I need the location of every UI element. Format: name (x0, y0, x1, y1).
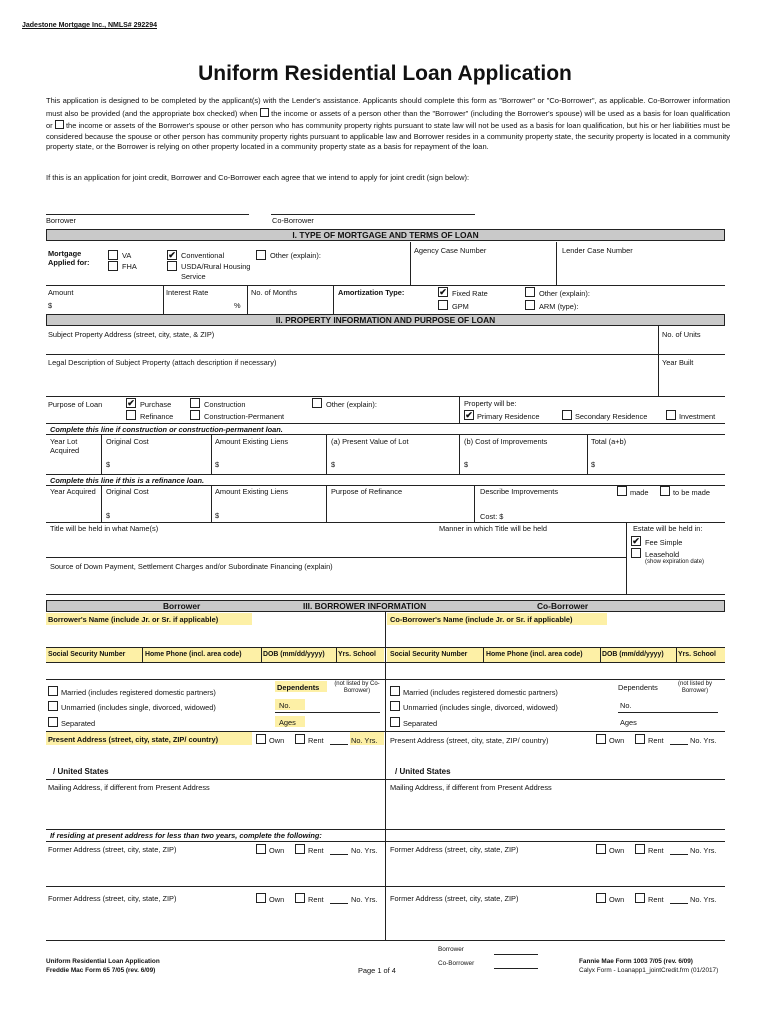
construction-label: Construction (204, 400, 246, 409)
refinance-checkbox[interactable] (126, 410, 136, 420)
leasehold-label: Leasehold (645, 550, 680, 559)
c-former2-rent-checkbox[interactable] (635, 893, 645, 903)
c-dep-ages-label: Ages (620, 718, 637, 727)
cost-improvements-dollar: $ (464, 460, 469, 469)
agency-case-label: Agency Case Number (414, 246, 487, 255)
b-former2-own-checkbox[interactable] (256, 893, 266, 903)
b-separated-checkbox[interactable] (48, 717, 58, 727)
property-will-be-label: Property will be: (464, 399, 517, 408)
intro-part-b: the income or assets of a person other than the "Borrower" (including the Borrower's spouse) will be used as a basis for loan qualification or (46, 108, 730, 131)
mortgage-other-checkbox[interactable] (256, 250, 266, 260)
to-be-made-label: to be made (673, 488, 710, 497)
constr-original-cost-label: Original Cost (106, 437, 149, 446)
section-3-co-borrower-title: Co-Borrower (537, 601, 589, 611)
year-acquired-label: Year Acquired (50, 487, 96, 496)
purpose-label: Purpose of Loan (48, 400, 103, 409)
intro-checkbox-a[interactable] (260, 108, 269, 117)
year-built-label: Year Built (662, 358, 694, 367)
c-married-checkbox[interactable] (390, 686, 400, 696)
b-present-address-label: Present Address (street, city, state, ZIP/ country) (48, 735, 219, 744)
b-married-checkbox[interactable] (48, 686, 58, 696)
total-dollar: $ (591, 460, 596, 469)
intro-part-c: the income or assets of the Borrower's spouse or other person who has community property rights pursuant to state law will not be used as a basis for loan qualification, but his or her liabilities must be considered because the spouse or other person has community property rights pursuant to applicable law and Borrower resides in a community property state, the security property is located in a community property state, or the Borrower is relying on other property located in a community property state as a basis for repayment of the loan. (46, 121, 730, 152)
footer-form-name: Uniform Residential Loan Application (46, 958, 160, 965)
intro-text (46, 96, 730, 153)
section-2-header: II. PROPERTY INFORMATION AND PURPOSE OF LOAN (46, 314, 725, 326)
c-former-address-1-label: Former Address (street, city, state, ZIP) (390, 845, 519, 854)
usda-label: USDA/Rural Housing Service (181, 262, 251, 281)
b-former-address-2-label: Former Address (street, city, state, ZIP) (48, 894, 177, 903)
b-unmarried-label: Unmarried (includes single, divorced, widowed) (61, 703, 216, 712)
b-former2-own-label: Own (269, 895, 285, 904)
va-checkbox[interactable] (108, 250, 118, 260)
investment-checkbox[interactable] (666, 410, 676, 420)
b-dob-label: DOB (mm/dd/yyyy) (263, 651, 325, 658)
cost-improvements-label: (b) Cost of Improvements (464, 437, 548, 446)
section-3-title: III. BORROWER INFORMATION (303, 601, 427, 611)
borrower-name-label: Borrower's Name (include Jr. or Sr. if applicable) (48, 615, 219, 624)
b-former1-rent-label: Rent (308, 846, 324, 855)
b-country: / United States (53, 767, 109, 776)
present-value-label: (a) Present Value of Lot (331, 437, 409, 446)
construction-perm-label: Construction-Permanent (204, 412, 285, 421)
c-present-address-label: Present Address (street, city, state, ZIP/ country) (390, 736, 549, 745)
primary-residence-checkbox[interactable]: ✔ (465, 410, 473, 420)
secondary-residence-label: Secondary Residence (575, 412, 648, 421)
b-dep-no-label: No. (279, 701, 291, 710)
constr-liens-dollar: $ (215, 460, 220, 469)
amount-label: Amount (48, 288, 74, 297)
conventional-label: Conventional (181, 251, 225, 260)
describe-improvements-label: Describe Improvements (480, 487, 559, 496)
mortgage-applied-label: Mortgage Applied for: (48, 249, 90, 267)
b-dependents-note: (not listed by Co-Borrower) (334, 681, 380, 694)
fha-label: FHA (122, 262, 137, 271)
va-label: VA (122, 251, 132, 260)
subject-address-label: Subject Property Address (street, city, state, & ZIP) (48, 330, 215, 339)
c-ssn-label: Social Security Number (390, 651, 468, 658)
section-1-header: I. TYPE OF MORTGAGE AND TERMS OF LOAN (46, 229, 725, 241)
secondary-residence-checkbox[interactable] (562, 410, 572, 420)
fha-checkbox[interactable] (108, 261, 118, 271)
c-former1-own-label: Own (609, 846, 625, 855)
b-rent-label: Rent (308, 736, 324, 745)
b-former2-rent-checkbox[interactable] (295, 893, 305, 903)
arm-label: ARM (type): (539, 302, 579, 311)
c-married-label: Married (includes registered domestic partners) (403, 688, 558, 697)
b-separated-label: Separated (61, 719, 96, 728)
leasehold-checkbox[interactable] (631, 548, 641, 558)
page-title: Uniform Residential Loan Application (198, 62, 572, 85)
b-mailing-label: Mailing Address, if different from Present Address (48, 783, 210, 792)
b-married-label: Married (includes registered domestic partners) (61, 688, 216, 697)
manner-title-label: Manner in which Title will be held (439, 524, 548, 533)
made-label: made (630, 488, 649, 497)
c-mailing-label: Mailing Address, if different from Present Address (390, 783, 552, 792)
purpose-other-checkbox[interactable] (312, 398, 322, 408)
b-former1-own-checkbox[interactable] (256, 844, 266, 854)
constr-cost-dollar: $ (106, 460, 111, 469)
refi-line-label: Complete this line if this is a refinance loan. (50, 476, 205, 485)
gpm-checkbox[interactable] (438, 300, 448, 310)
source-down-payment-label: Source of Down Payment, Settlement Charges and/or Subordinate Financing (explain) (50, 562, 333, 571)
b-former2-yrs-label: No. Yrs. (351, 895, 378, 904)
former-address-instruction: If residing at present address for less than two years, complete the following: (50, 831, 322, 840)
gpm-label: GPM (452, 302, 469, 311)
b-dep-ages-label: Ages (279, 718, 296, 727)
footer-calyx: Calyx Form - Loanapp1_jointCredit.frm (01/2017) (579, 967, 719, 974)
made-checkbox[interactable] (617, 486, 627, 496)
to-be-made-checkbox[interactable] (660, 486, 670, 496)
b-rent-checkbox[interactable] (295, 734, 305, 744)
c-former-address-2-label: Former Address (street, city, state, ZIP) (390, 894, 519, 903)
c-former2-own-checkbox[interactable] (596, 893, 606, 903)
intro-part-a: This application is designed to be completed by the applicant(s) with the Lender's assistance. Applicants should complete this form as "Borrower" or "Co-Borrower", as applicable. Co-Borrower information must also be provided (and the appropriate box checked) when (46, 96, 730, 118)
c-former1-yrs-label: No. Yrs. (690, 846, 717, 855)
lender-case-label: Lender Case Number (562, 246, 633, 255)
amort-other-label: Other (explain): (539, 289, 590, 298)
footer-page-number: Page 1 of 4 (358, 966, 396, 975)
interest-rate-label: Interest Rate (166, 288, 209, 297)
amortization-label: Amortization Type: (338, 288, 405, 297)
b-ssn-label: Social Security Number (48, 651, 126, 658)
c-school-label: Yrs. School (678, 651, 716, 658)
constr-liens-label: Amount Existing Liens (215, 437, 289, 446)
investment-label: Investment (679, 412, 716, 421)
b-unmarried-checkbox[interactable] (48, 701, 58, 711)
refi-liens-dollar: $ (215, 511, 220, 520)
fee-simple-checkbox[interactable]: ✔ (632, 536, 640, 546)
c-rent-checkbox[interactable] (635, 734, 645, 744)
present-value-dollar: $ (331, 460, 336, 469)
construction-line-label: Complete this line if construction or construction-permanent loan. (50, 425, 283, 434)
c-former1-own-checkbox[interactable] (596, 844, 606, 854)
b-former-address-1-label: Former Address (street, city, state, ZIP) (48, 845, 177, 854)
title-held-label: Title will be held in what Name(s) (50, 524, 159, 533)
c-former2-own-label: Own (609, 895, 625, 904)
c-own-label: Own (609, 736, 625, 745)
purchase-label: Purchase (140, 400, 172, 409)
construction-perm-checkbox[interactable] (190, 410, 200, 420)
fee-simple-label: Fee Simple (645, 538, 683, 547)
leasehold-note: (show expiration date) (645, 559, 705, 565)
usda-checkbox[interactable] (167, 261, 177, 271)
b-no-yrs-label: No. Yrs. (351, 736, 378, 745)
amort-other-checkbox[interactable] (525, 287, 535, 297)
refi-cost-dollar: $ (106, 511, 111, 520)
total-label: Total (a+b) (591, 437, 627, 446)
year-lot-label: Year Lot Acquired (50, 437, 80, 455)
purpose-other-label: Other (explain): (326, 400, 377, 409)
c-unmarried-checkbox[interactable] (390, 701, 400, 711)
purpose-refi-label: Purpose of Refinance (331, 487, 403, 496)
c-country: / United States (395, 767, 451, 776)
c-former2-rent-label: Rent (648, 895, 664, 904)
arm-checkbox[interactable] (525, 300, 535, 310)
c-no-yrs-label: No. Yrs. (690, 736, 717, 745)
footer-fannie-mae: Fannie Mae Form 1003 7/05 (rev. 6/09) (579, 958, 693, 965)
co-borrower-name-label: Co-Borrower's Name (include Jr. or Sr. if applicable) (390, 615, 573, 624)
c-dependents-note: (not listed by Borrower) (677, 681, 713, 694)
c-former1-rent-checkbox[interactable] (635, 844, 645, 854)
intro-checkbox-b[interactable] (55, 120, 64, 129)
b-dependents-label: Dependents (277, 683, 320, 692)
footer-co-borrower-initials: Co-Borrower (438, 960, 475, 967)
mortgage-other-label: Other (explain): (270, 251, 321, 260)
c-separated-label: Separated (403, 719, 438, 728)
interest-percent: % (234, 301, 241, 310)
b-own-checkbox[interactable] (256, 734, 266, 744)
footer-freddie-mac: Freddie Mac Form 65 7/05 (rev. 6/09) (46, 967, 156, 974)
fixed-rate-checkbox[interactable]: ✔ (439, 287, 447, 297)
b-school-label: Yrs. School (338, 651, 376, 658)
c-phone-label: Home Phone (incl. area code) (486, 651, 583, 658)
b-former1-own-label: Own (269, 846, 285, 855)
c-dependents-label: Dependents (618, 683, 658, 692)
refinance-label: Refinance (140, 412, 174, 421)
b-former1-yrs-label: No. Yrs. (351, 846, 378, 855)
estate-label: Estate will be held in: (633, 524, 703, 533)
conventional-checkbox[interactable]: ✔ (168, 250, 176, 260)
construction-checkbox[interactable] (190, 398, 200, 408)
c-rent-label: Rent (648, 736, 664, 745)
c-dep-no-label: No. (620, 701, 632, 710)
c-unmarried-label: Unmarried (includes single, divorced, widowed) (403, 703, 558, 712)
c-own-checkbox[interactable] (596, 734, 606, 744)
amount-dollar: $ (48, 301, 53, 310)
c-separated-checkbox[interactable] (390, 717, 400, 727)
c-former1-rent-label: Rent (648, 846, 664, 855)
c-dob-label: DOB (mm/dd/yyyy) (602, 651, 664, 658)
b-former1-rent-checkbox[interactable] (295, 844, 305, 854)
company-header: Jadestone Mortgage Inc., NMLS# 292294 (22, 22, 157, 29)
fixed-rate-label: Fixed Rate (452, 289, 488, 298)
legal-desc-label: Legal Description of Subject Property (attach description if necessary) (48, 358, 277, 367)
refi-liens-label: Amount Existing Liens (215, 487, 289, 496)
refi-original-cost-label: Original Cost (106, 487, 149, 496)
primary-residence-label: Primary Residence (477, 412, 540, 421)
joint-credit-text: If this is an application for joint credit, Borrower and Co-Borrower each agree that we intend to apply for joint credit (sign below): (46, 173, 470, 182)
refi-cost-label: Cost: $ (480, 512, 504, 521)
purchase-checkbox[interactable]: ✔ (127, 398, 135, 408)
b-own-label: Own (269, 736, 285, 745)
b-former2-rent-label: Rent (308, 895, 324, 904)
borrower-signature-label: Borrower (46, 216, 76, 225)
section-3-borrower-title: Borrower (163, 601, 201, 611)
footer-borrower-initials: Borrower (438, 946, 464, 953)
months-label: No. of Months (251, 288, 298, 297)
c-former2-yrs-label: No. Yrs. (690, 895, 717, 904)
units-label: No. of Units (662, 330, 701, 339)
b-phone-label: Home Phone (incl. area code) (145, 651, 242, 658)
co-borrower-signature-label: Co-Borrower (272, 216, 314, 225)
